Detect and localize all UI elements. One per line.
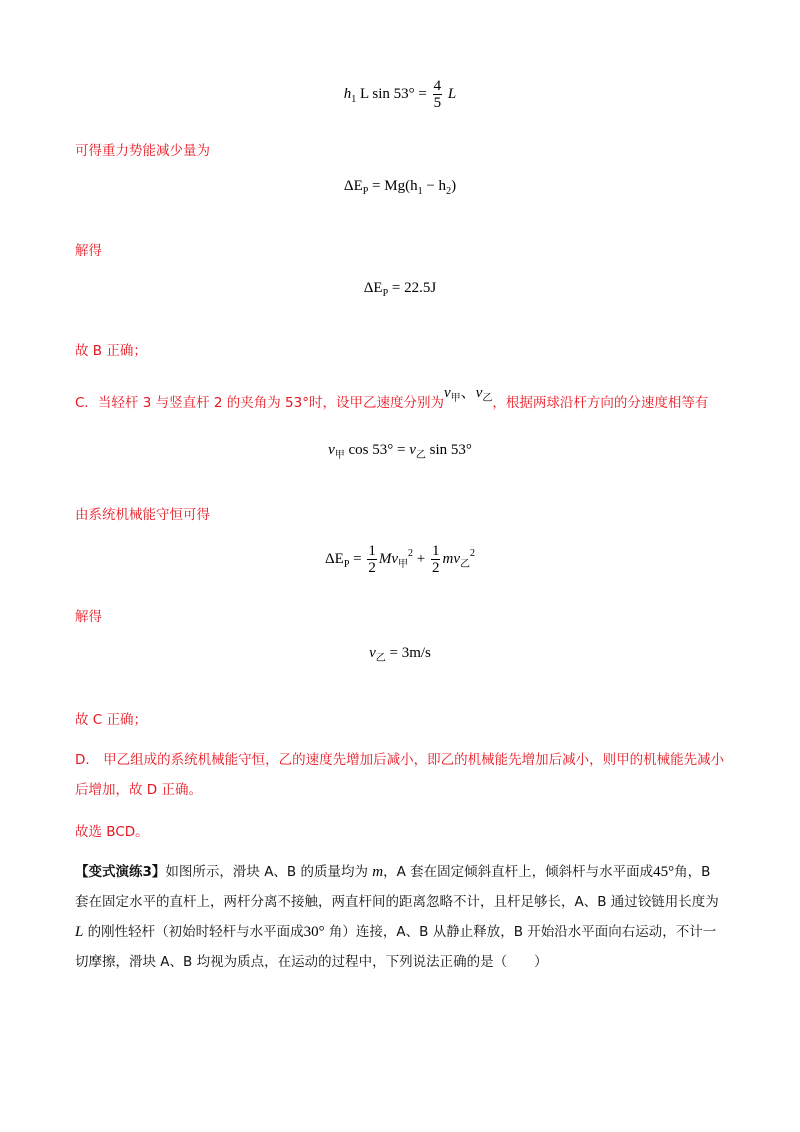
fraction-4-5: $\frac{4}{5}$ <box>433 78 442 111</box>
equation-ep-value: $\Delta E_P = 22.5J$ <box>363 280 437 299</box>
text-c-statement: C．当轻杆 3 与竖直杆 2 的夹角为 53°时，设甲乙速度分别为$v_甲$、$v_乙$，根据两球沿杆方向的分速度相等有 <box>75 385 709 411</box>
text-solve-2: 解得 <box>75 609 102 625</box>
text-d-statement: D. 甲乙组成的系统机械能守恒，乙的速度先增加后减小，即乙的机械能先增加后减小，则甲的机械能先减小后增加，故 D 正确。 <box>75 752 725 798</box>
eq1-mid: L sin 53° = <box>360 85 427 102</box>
angle-30: 30° <box>303 924 325 940</box>
text-b-correct: 故 B 正确； <box>75 343 147 359</box>
text-answer: 故选 BCD。 <box>75 824 149 840</box>
fraction-half-1: $\frac{1}{2}$ <box>368 543 376 576</box>
inline-velocities: $v_甲$、$v_乙$ <box>444 385 493 404</box>
text-gravity-decrease: 可得重力势能减少量为 <box>75 143 210 159</box>
equation-h1: $h_1$ L sin 53° = $\frac{4}{5}$ L <box>343 78 457 111</box>
equation-delta-ep: $\Delta E_P = Mg(h_1 - h_2)$ <box>343 178 457 197</box>
fraction-half-2: $\frac{1}{2}$ <box>431 543 440 576</box>
equation-energy: $\Delta E_P$ = $\frac{1}{2}$ $Mv_甲^2$ + $\frac{1}{2}$ $mv_乙^2$ <box>325 543 475 576</box>
problem-tag: 【变式演练3】 <box>75 864 166 880</box>
eq1-lhs: h <box>343 85 352 102</box>
text-energy-conservation: 由系统机械能守恒可得 <box>75 507 210 523</box>
equation-v-value: $v_乙 = 3m/s$ <box>369 645 431 664</box>
text-solve-1: 解得 <box>75 243 102 259</box>
problem-variant-3: 【变式演练3】如图所示，滑块 A、B 的质量均为 m，A 套在固定倾斜直杆上，倾斜杆与水平面成45°角，B 套在固定水平的直杆上，两杆分离不接触，两直杆间的距离忽略不计，且杆足够长，A、B 通过铰链用长度为 L 的刚性轻杆（初始时轻杆与水平面成30° 角）连接，A、B 从静止释放，B 开始沿水平面向右运动，不计一切摩擦，滑块 A、B 均视为质点，在运动的过程中，下列说法正确的是（ ） <box>75 864 719 970</box>
equation-velocity-relation: $v_甲$ $\cos 53^\circ = v_乙$ sin 53° <box>328 442 472 461</box>
text-c-correct: 故 C 正确； <box>75 712 148 728</box>
angle-45: 45° <box>653 864 675 880</box>
